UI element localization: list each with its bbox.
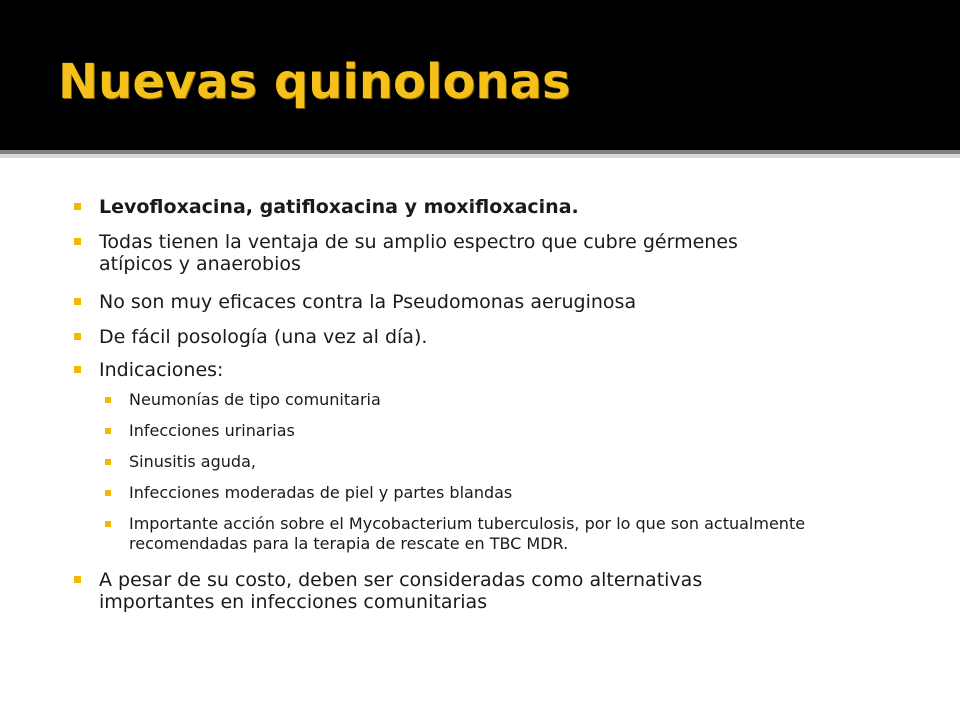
sub-bullet-square-icon	[105, 490, 111, 496]
bullet-text: De fácil posología (una vez al día).	[99, 326, 428, 348]
bullet-text: No son muy eficaces contra la Pseudomonas aeruginosa	[99, 291, 637, 313]
bullet-text: Levofloxacina, gatifloxacina y moxifloxacina.	[99, 196, 579, 218]
sub-bullet-square-icon	[105, 397, 111, 403]
sub-bullet-text: Infecciones moderadas de piel y partes blandas	[129, 483, 513, 502]
bullet-text: Todas tienen la ventaja de su amplio espectro que cubre gérmenes atípicos y anaerobios	[99, 231, 738, 275]
slide-title: Nuevas quinolonas	[58, 54, 571, 110]
bullet-square-icon	[74, 238, 81, 245]
sub-bullet-text: Neumonías de tipo comunitaria	[129, 390, 381, 409]
sub-bullet-text: Sinusitis aguda,	[129, 452, 256, 471]
bullet-square-icon	[74, 203, 81, 210]
sub-bullet-square-icon	[105, 521, 111, 527]
bullet-square-icon	[74, 366, 81, 373]
sub-bullet-text: Importante acción sobre el Mycobacterium tuberculosis, por lo que son actualmente recomendadas para la terapia de rescate en TBC MDR.	[129, 514, 806, 553]
sub-bullet-square-icon	[105, 459, 111, 465]
bullet-text: A pesar de su costo, deben ser consideradas como alternativas importantes en infecciones comunitarias	[99, 569, 703, 613]
sub-bullet-text: Infecciones urinarias	[129, 421, 295, 440]
bullet-square-icon	[74, 576, 81, 583]
bullet-square-icon	[74, 333, 81, 340]
bullet-text: Indicaciones:	[99, 359, 224, 381]
bullet-square-icon	[74, 298, 81, 305]
sub-bullet-square-icon	[105, 428, 111, 434]
